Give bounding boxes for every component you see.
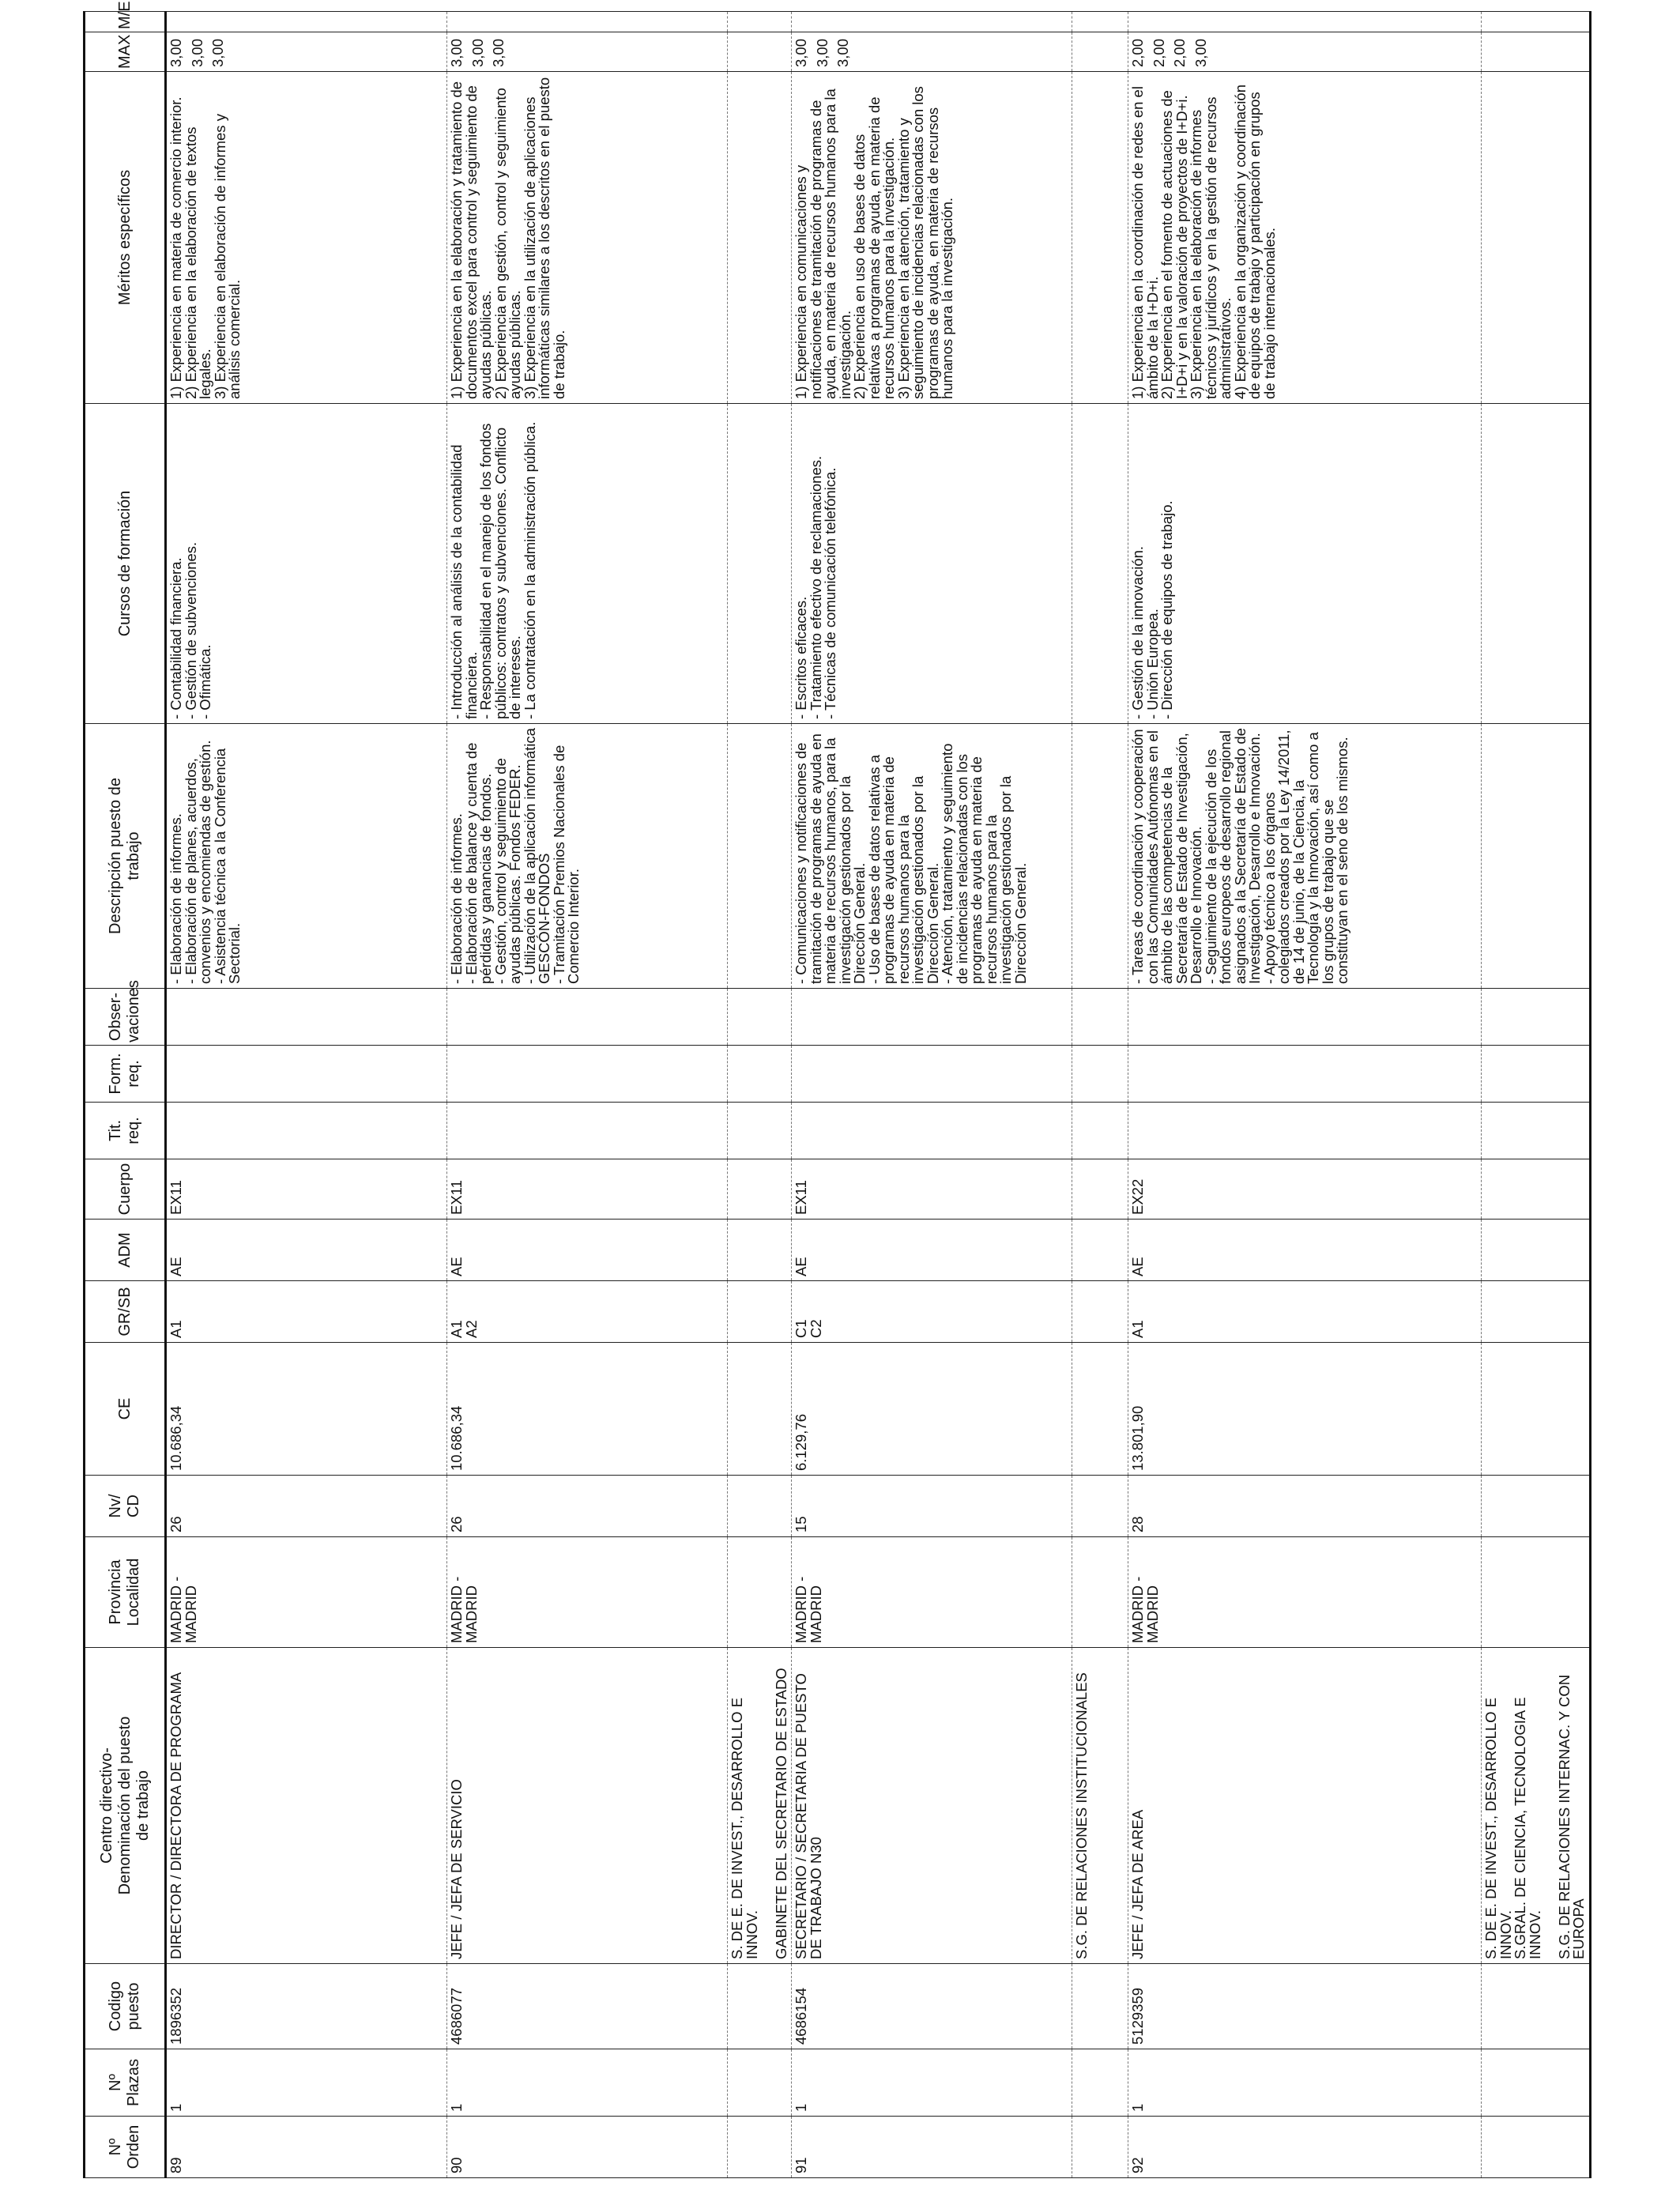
cell-cuerpo [1482, 1159, 1591, 1220]
cell-adm: AE [1128, 1220, 1482, 1281]
table-body [166, 12, 1591, 2178]
cell-grupo [1072, 1281, 1128, 1343]
cell-me [792, 12, 1072, 32]
cell-ce: 10.686,34 [447, 1343, 728, 1476]
cell-max [1072, 32, 1128, 72]
cell-orden [1072, 2117, 1128, 2178]
cell-codigo: 1896352 [166, 1964, 447, 2049]
col-cuerpo: Cuerpo [85, 1159, 166, 1220]
col-tit: Tit. req. [85, 1103, 166, 1159]
cell-descripcion: - Tareas de coordinación y cooperación con las Comunidades Autónomas en el ámbito de las competencias de la Secretaría de Estado de Investigación, Desarrollo e Innovación. - Seguimiento de la ejecución de los fondos europeos de desarrollo regional asignados a la Secretaría de Estado de Investigación, Desarrollo e Innovación. - Apoyo técnico a los órganos colegiados creados por la Ley 14/2011, de 14 de junio, de la Ciencia, la Tecnología y la Innovación, así como a los grupos de trabajo que se constituyan en el seno de los mismos. [1128, 724, 1482, 989]
max-value: 3,00 [793, 38, 809, 67]
table-row [792, 12, 1072, 2178]
max-value: 3,00 [209, 38, 226, 67]
cell-nivel [728, 1476, 792, 1537]
col-cursos: Cursos de formación [85, 404, 166, 724]
cell-cursos [1072, 404, 1128, 724]
cell-cuerpo: EX11 [792, 1159, 1072, 1220]
col-nivel: Nv/ CD [85, 1476, 166, 1537]
cell-obs [447, 989, 728, 1046]
cell-plazas: 1 [792, 2049, 1072, 2117]
cell-codigo [1072, 1964, 1128, 2049]
cell-tit [792, 1103, 1072, 1159]
col-descripcion: Descripción puesto de trabajo [85, 724, 166, 989]
cell-centro: S. DE E. DE INVEST., DESARROLLO E INNOV. GABINETE DEL SECRETARIO DE ESTADO [728, 1648, 792, 1964]
cell-centro: S.G. DE RELACIONES INSTITUCIONALES [1072, 1648, 1128, 1964]
cell-provincia: MADRID - MADRID [1128, 1537, 1482, 1648]
cell-grupo: C1 C2 [792, 1281, 1072, 1343]
col-adm: ADM [85, 1220, 166, 1281]
cell-grupo [728, 1281, 792, 1343]
cell-tit [447, 1103, 728, 1159]
cell-cursos: - Contabilidad financiera. - Gestión de subvenciones. - Ofimática. [166, 404, 447, 724]
cell-tit [1072, 1103, 1128, 1159]
cell-nivel: 26 [447, 1476, 728, 1537]
cell-meritos: 1) Experiencia en comunicaciones y notificaciones de tramitación de programas de ayuda, en materia de recursos humanos para la investigación. 2) Experiencia en uso de bases de datos relativas a programas de ayuda, en materia de recursos humanos para la investigación. 3) Experiencia en la atención, tratamiento y seguimiento de incidencias relacionadas con los programas de ayuda, en materia de recursos humanos para la investigación. [792, 72, 1072, 404]
cell-cuerpo [728, 1159, 792, 1220]
cell-descripcion: - Comunicaciones y notificaciones de tramitación de programas de ayuda en materia de recursos humanos, para la investigación gestionados por la Dirección General. - Uso de bases de datos relativas a programas de ayuda en materia de recursos humanos para la investigación gestionados por la Dirección General. - Atención, tratamiento y seguimiento de incidencias relacionadas con los programas de ayuda en materia de recursos humanos para la investigación gestionados por la Dirección General. [792, 724, 1072, 989]
cell-provincia: MADRID - MADRID [447, 1537, 728, 1648]
cell-cuerpo: EX11 [166, 1159, 447, 1220]
max-value: 3,00 [188, 38, 205, 67]
cell-codigo [1482, 1964, 1591, 2049]
cell-me [447, 12, 728, 32]
cell-adm [1482, 1220, 1591, 1281]
cell-meritos: 1) Experiencia en la coordinación de redes en el ámbito de la I+D+i. 2) Experiencia en el fomento de actuaciones de I+D+i y en la valoración de proyectos de I+D+i. 3) Experiencia en la elaboración de informes técnicos y jurídicos y en la gestión de recursos administrativos. 4) Experiencia en la organización y coordinación de equipos de trabajo y participación en grupos de trabajo internacionales. [1128, 72, 1482, 404]
cell-form [447, 1046, 728, 1103]
cell-codigo: 5129359 [1128, 1964, 1482, 2049]
cell-codigo: 4686154 [792, 1964, 1072, 2049]
max-value: 3,00 [490, 38, 507, 67]
cell-adm: AE [166, 1220, 447, 1281]
cell-me [1128, 12, 1482, 32]
cell-orden: 92 [1128, 2117, 1482, 2178]
rotated-table-wrapper [83, 1, 1587, 2178]
cell-meritos [728, 72, 792, 404]
cell-ce: 10.686,34 [166, 1343, 447, 1476]
col-meritos: Méritos específicos [85, 72, 166, 404]
cell-descripcion [1482, 724, 1591, 989]
cell-ce [1072, 1343, 1128, 1476]
cell-plazas: 1 [1128, 2049, 1482, 2117]
cell-cuerpo [1072, 1159, 1128, 1220]
cell-nivel: 15 [792, 1476, 1072, 1537]
cell-adm [1072, 1220, 1128, 1281]
cell-centro: SECRETARIO / SECRETARIA DE PUESTO DE TRABAJO N30 [792, 1648, 1072, 1964]
cell-tit [1482, 1103, 1591, 1159]
cell-provincia [1482, 1537, 1591, 1648]
cell-obs [1128, 989, 1482, 1046]
cell-cursos: - Introducción al análisis de la contabilidad financiera. - Responsabilidad en el manejo de los fondos públicos: contratos y subvenciones. Conflicto de intereses. - La contratación en la administración pública. [447, 404, 728, 724]
cell-meritos: 1) Experiencia en la elaboración y tratamiento de documentos excel para control y seguimiento de ayudas públicas. 2) Experiencia en gestión, control y seguimiento ayudas públicas. 3) Experiencia en la utilización de aplicaciones informáticas similares a los descritos en el puesto de trabajo. [447, 72, 728, 404]
cell-max [447, 32, 728, 72]
cell-tit [1128, 1103, 1482, 1159]
cell-ce: 6.129,76 [792, 1343, 1072, 1476]
document-page [83, 1, 1587, 2178]
cell-descripcion: - Elaboración de informes. - Elaboración de planes, acuerdos, convenios y encomiendas de gestión. - Asistencia técnica a la Conferencia Sectorial. [166, 724, 447, 989]
cell-tit [728, 1103, 792, 1159]
cell-max [1128, 32, 1482, 72]
cell-meritos [1482, 72, 1591, 404]
table-row [447, 12, 728, 2178]
cell-form [1482, 1046, 1591, 1103]
cell-meritos: 1) Experiencia en materia de comercio interior. 2) Experiencia en la elaboración de textos legales. 3) Experiencia en elaboración de informes y análisis comercial. [166, 72, 447, 404]
cell-max [728, 32, 792, 72]
cell-max [792, 32, 1072, 72]
max-value: 3,00 [1192, 38, 1209, 67]
cell-nivel: 26 [166, 1476, 447, 1537]
cell-cursos [1482, 404, 1591, 724]
col-centro: Centro directivo- Denominación del puesto de trabajo [85, 1648, 166, 1964]
cell-me [1482, 12, 1591, 32]
cell-provincia [728, 1537, 792, 1648]
col-plazas: Nº Plazas [85, 2049, 166, 2117]
cell-form [1072, 1046, 1128, 1103]
col-obs: Obser- vaciones [85, 989, 166, 1046]
cell-plazas [728, 2049, 792, 2117]
col-ce: CE [85, 1343, 166, 1476]
max-value: 3,00 [448, 38, 465, 67]
cell-grupo [1482, 1281, 1591, 1343]
cell-cursos [728, 404, 792, 724]
max-value: 2,00 [1171, 38, 1188, 67]
cell-provincia: MADRID - MADRID [166, 1537, 447, 1648]
cell-obs [792, 989, 1072, 1046]
cell-centro: DIRECTOR / DIRECTORA DE PROGRAMA [166, 1648, 447, 1964]
cell-me [166, 12, 447, 32]
cell-me [1072, 12, 1128, 32]
col-form: Form. req. [85, 1046, 166, 1103]
col-codigo: Codigo puesto [85, 1964, 166, 2049]
cell-plazas: 1 [166, 2049, 447, 2117]
table-row [1128, 12, 1482, 2178]
cell-orden [1482, 2117, 1591, 2178]
cell-ce [728, 1343, 792, 1476]
cell-centro: S. DE E. DE INVEST., DESARROLLO E INNOV. S.GRAL. DE CIENCIA, TECNOLOGIA E INNOV. S.G. DE RELACIONES INTERNAC. Y CON EUROPA [1482, 1648, 1591, 1964]
cell-cuerpo: EX22 [1128, 1159, 1482, 1220]
cell-adm: AE [792, 1220, 1072, 1281]
col-grupo: GR/SB [85, 1281, 166, 1343]
cell-cursos: - Gestión de la innovación. - Unión Europea. - Dirección de equipos de trabajo. [1128, 404, 1482, 724]
cell-obs [1482, 989, 1591, 1046]
cell-grupo: A1 A2 [447, 1281, 728, 1343]
cell-centro: JEFE / JEFA DE AREA [1128, 1648, 1482, 1964]
cell-tit [166, 1103, 447, 1159]
cell-provincia: MADRID - MADRID [792, 1537, 1072, 1648]
cell-ce [1482, 1343, 1591, 1476]
positions-table [83, 1, 1591, 2178]
cell-orden: 89 [166, 2117, 447, 2178]
section-row [1482, 12, 1591, 2178]
cell-grupo: A1 [1128, 1281, 1482, 1343]
section-row [728, 12, 792, 2178]
cell-codigo: 4686077 [447, 1964, 728, 2049]
cell-cursos: - Escritos eficaces. - Tratamiento efectivo de reclamaciones. - Técnicas de comunicación telefónica. [792, 404, 1072, 724]
section-row [1072, 12, 1128, 2178]
col-provincia: Provincia Localidad [85, 1537, 166, 1648]
col-orden: Nº Orden [85, 2117, 166, 2178]
cell-orden: 91 [792, 2117, 1072, 2178]
cell-cuerpo: EX11 [447, 1159, 728, 1220]
cell-grupo: A1 [166, 1281, 447, 1343]
cell-form [728, 1046, 792, 1103]
header-row [85, 12, 166, 2178]
cell-orden: 90 [447, 2117, 728, 2178]
col-max: MAX [85, 32, 166, 72]
max-value: 3,00 [469, 38, 486, 67]
cell-nivel [1482, 1476, 1591, 1537]
cell-adm [728, 1220, 792, 1281]
cell-obs [728, 989, 792, 1046]
cell-plazas: 1 [447, 2049, 728, 2117]
cell-nivel [1072, 1476, 1128, 1537]
cell-plazas [1072, 2049, 1128, 2117]
cell-obs [1072, 989, 1128, 1046]
cell-descripcion [1072, 724, 1128, 989]
cell-ce: 13.801,90 [1128, 1343, 1482, 1476]
max-value: 3,00 [168, 38, 184, 67]
cell-form [166, 1046, 447, 1103]
cell-adm: AE [447, 1220, 728, 1281]
cell-me [728, 12, 792, 32]
cell-meritos [1072, 72, 1128, 404]
cell-descripcion [728, 724, 792, 989]
cell-codigo [728, 1964, 792, 2049]
cell-max [166, 32, 447, 72]
max-value: 2,00 [1129, 38, 1146, 67]
cell-provincia [1072, 1537, 1128, 1648]
cell-obs [166, 989, 447, 1046]
cell-descripcion: - Elaboración de informes. - Elaboración de balance y cuenta de pérdidas y ganancias de fondos. - Gestión, control y seguimiento de ayudas públicas. Fondos FEDER. - Utilización de la aplicación informática GESCÓN-FONDOS - Tramitación Premios Nacionales de Comercio Interior. [447, 724, 728, 989]
max-value: 3,00 [813, 38, 831, 67]
col-me: M/E [85, 12, 166, 32]
max-value: 3,00 [834, 38, 851, 67]
cell-plazas [1482, 2049, 1591, 2117]
max-value: 2,00 [1150, 38, 1167, 67]
cell-centro: JEFE / JEFA DE SERVICIO [447, 1648, 728, 1964]
cell-form [1128, 1046, 1482, 1103]
cell-orden [728, 2117, 792, 2178]
table-row [166, 12, 447, 2178]
cell-form [792, 1046, 1072, 1103]
cell-max [1482, 32, 1591, 72]
cell-nivel: 28 [1128, 1476, 1482, 1537]
